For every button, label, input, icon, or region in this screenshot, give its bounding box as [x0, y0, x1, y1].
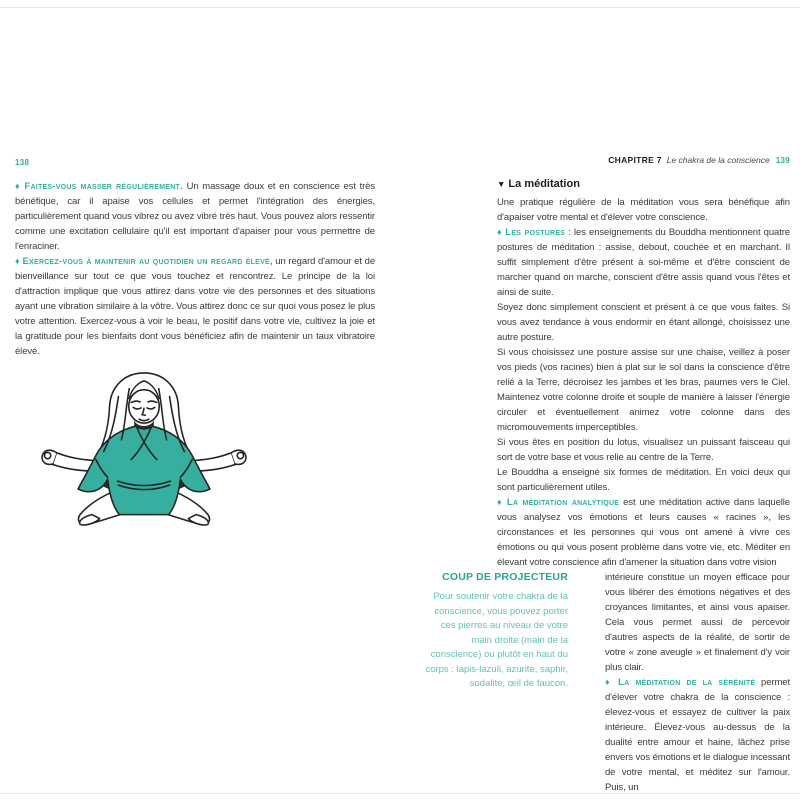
diamond-bullet-icon: ♦: [15, 256, 20, 266]
meditation-analytique-lead: La méditation analytique: [506, 497, 620, 508]
meditation-serenite-body: permet d'élever votre chakra de la conscience : élevez-vous et essayez de cultiver la paix intérieure. Élevez-vous au-dessus de la dualité entre amour et haine, lâchez prise envers vos émotions et le dialogue incessant de votre mental, et méditez sur l'amour. Puis, un: [605, 677, 790, 793]
right-main-column: [497, 178, 790, 570]
chapter-label: CHAPITRE 7: [608, 155, 662, 165]
spotlight-title: COUP DE PROJECTEUR: [442, 571, 568, 583]
section-title-text: La méditation: [508, 178, 580, 190]
meditation-serenite-paragraph: [605, 675, 790, 795]
bouddha-note: Le Bouddha a enseigné six formes de méditation. En voici deux qui sont particulièrement utiles.: [497, 467, 790, 493]
diamond-bullet-icon: ♦: [497, 497, 503, 507]
intro-paragraph: Une pratique régulière de la méditation vous sera bénéfique afin d'apaiser votre mental et d'élever votre conscience.: [497, 197, 790, 223]
postures-continuation: Si vous choisissez une posture assise sur une chaise, veillez à poser vos pieds (vos racines) bien à plat sur le sol dans la conscience d'être relié à la Terre, décroisez les jambes et les bras, paumes vers le Ciel. Maintenez votre colonne droite et souple de manière à laisser l'énergie circuler et éventuellement animez votre colonne dans des micromouvements imperceptibles.: [497, 347, 790, 433]
left-page: [15, 158, 375, 556]
paragraph-massage-lead: Faites-vous masser régulièrement.: [24, 181, 183, 192]
postures-paragraph: [497, 225, 790, 300]
meditation-analytique-paragraph: [497, 495, 790, 570]
right-page: [425, 155, 790, 795]
postures-lead: Les postures: [505, 227, 566, 238]
page-top-edge: [0, 7, 800, 8]
postures-continuation: Si vous êtes en position du lotus, visualisez un puissant faisceau qui sort de votre base et vous relie au centre de la Terre.: [497, 437, 790, 463]
postures-body: : les enseignements du Bouddha mentionnent quatre postures de méditation : assise, debout, couchée et en marchant. Il suffit simplement d'être présent à soi-même et d'être conscient de marcher quand on marche, conscient d'être assis quand vous l'êtes et ainsi de suite.: [497, 227, 790, 298]
section-title: [497, 178, 790, 190]
paragraph-regard-eleve: [15, 254, 375, 359]
narrow-text-column: [605, 570, 790, 795]
wrapped-section: [425, 570, 790, 795]
paragraph-massage: [15, 179, 375, 254]
left-page-number: 138: [15, 158, 30, 167]
chapter-title: Le chakra de la conscience: [666, 155, 770, 165]
meditation-serenite-lead: La méditation de la sérénité: [618, 677, 756, 688]
spotlight-body: Pour soutenir votre chakra de la conscience, vous pouvez porter ces pierres au niveau de votre main droite (main de la conscience) ou plutôt en haut du corps : lapis-lazuli, azurite, saphir, sodalite, œil de faucon.: [425, 591, 568, 689]
diamond-bullet-icon: ♦: [605, 677, 613, 687]
spotlight-box: [425, 571, 568, 692]
running-header: [425, 155, 790, 165]
paragraph-regard-eleve-lead: Exercez-vous à maintenir au quotidien un regard élevé: [22, 256, 270, 267]
postures-continuation: Soyez donc simplement conscient et présent à ce que vous faites. Si vous avez tendance à vous endormir en étant allongé, choisissez une autre posture.: [497, 302, 790, 343]
meditation-analytique-wrapped: intérieure constitue un moyen efficace pour vous libérer des émotions négatives et des croyances limitantes, et ainsi vous apaiser. Cela vous permet aussi de percevoir d'autres aspects de la réalité, de sortir de votre « zone aveugle » et finalement d'y voir plus clair.: [605, 572, 790, 673]
meditation-analytique-body: est une méditation active dans laquelle vous analysez vos émotions et leurs causes « racines », les circonstances et les personnes qui vous ont amené à vivre ces émotions ou qui vous posent problème dans votre vie, etc. Méditer en élevant votre conscience afin d'amener la situation dans votre vision: [497, 497, 790, 568]
paragraph-massage-body: Un massage doux et en conscience est très bénéfique, car il apaise vos cellules et permet l'intégration des énergies, particulièrement quand vous vibrez ou avez vibré très haut. Vous pouvez alors ressentir comme une excitation cellulaire qu'il est important d'apaiser pour vous permettre de l'enraciner.: [15, 181, 376, 252]
diamond-bullet-icon: ♦: [15, 181, 21, 191]
diamond-bullet-icon: ♦: [497, 227, 503, 237]
meditating-woman-illustration: [39, 369, 249, 556]
triangle-marker-icon: ▼: [497, 179, 506, 189]
right-page-number: 139: [775, 156, 790, 165]
paragraph-regard-eleve-body: , un regard d'amour et de bienveillance sur tout ce que vous touchez et rencontrez. Le principe de la loi d'attraction implique que vous attirez dans votre vie des personnes et des situations ayant une vibration similaire à la vôtre. Vous attirez donc ce sur quoi vous posez le plus votre attention. Exercez-vous à voir le beau, le positif dans votre vie, cultivez la joie et la gratitude pour les bienfaits dont vous bénéficiez afin de maintenir un taux vibratoire élevé.: [15, 256, 375, 357]
